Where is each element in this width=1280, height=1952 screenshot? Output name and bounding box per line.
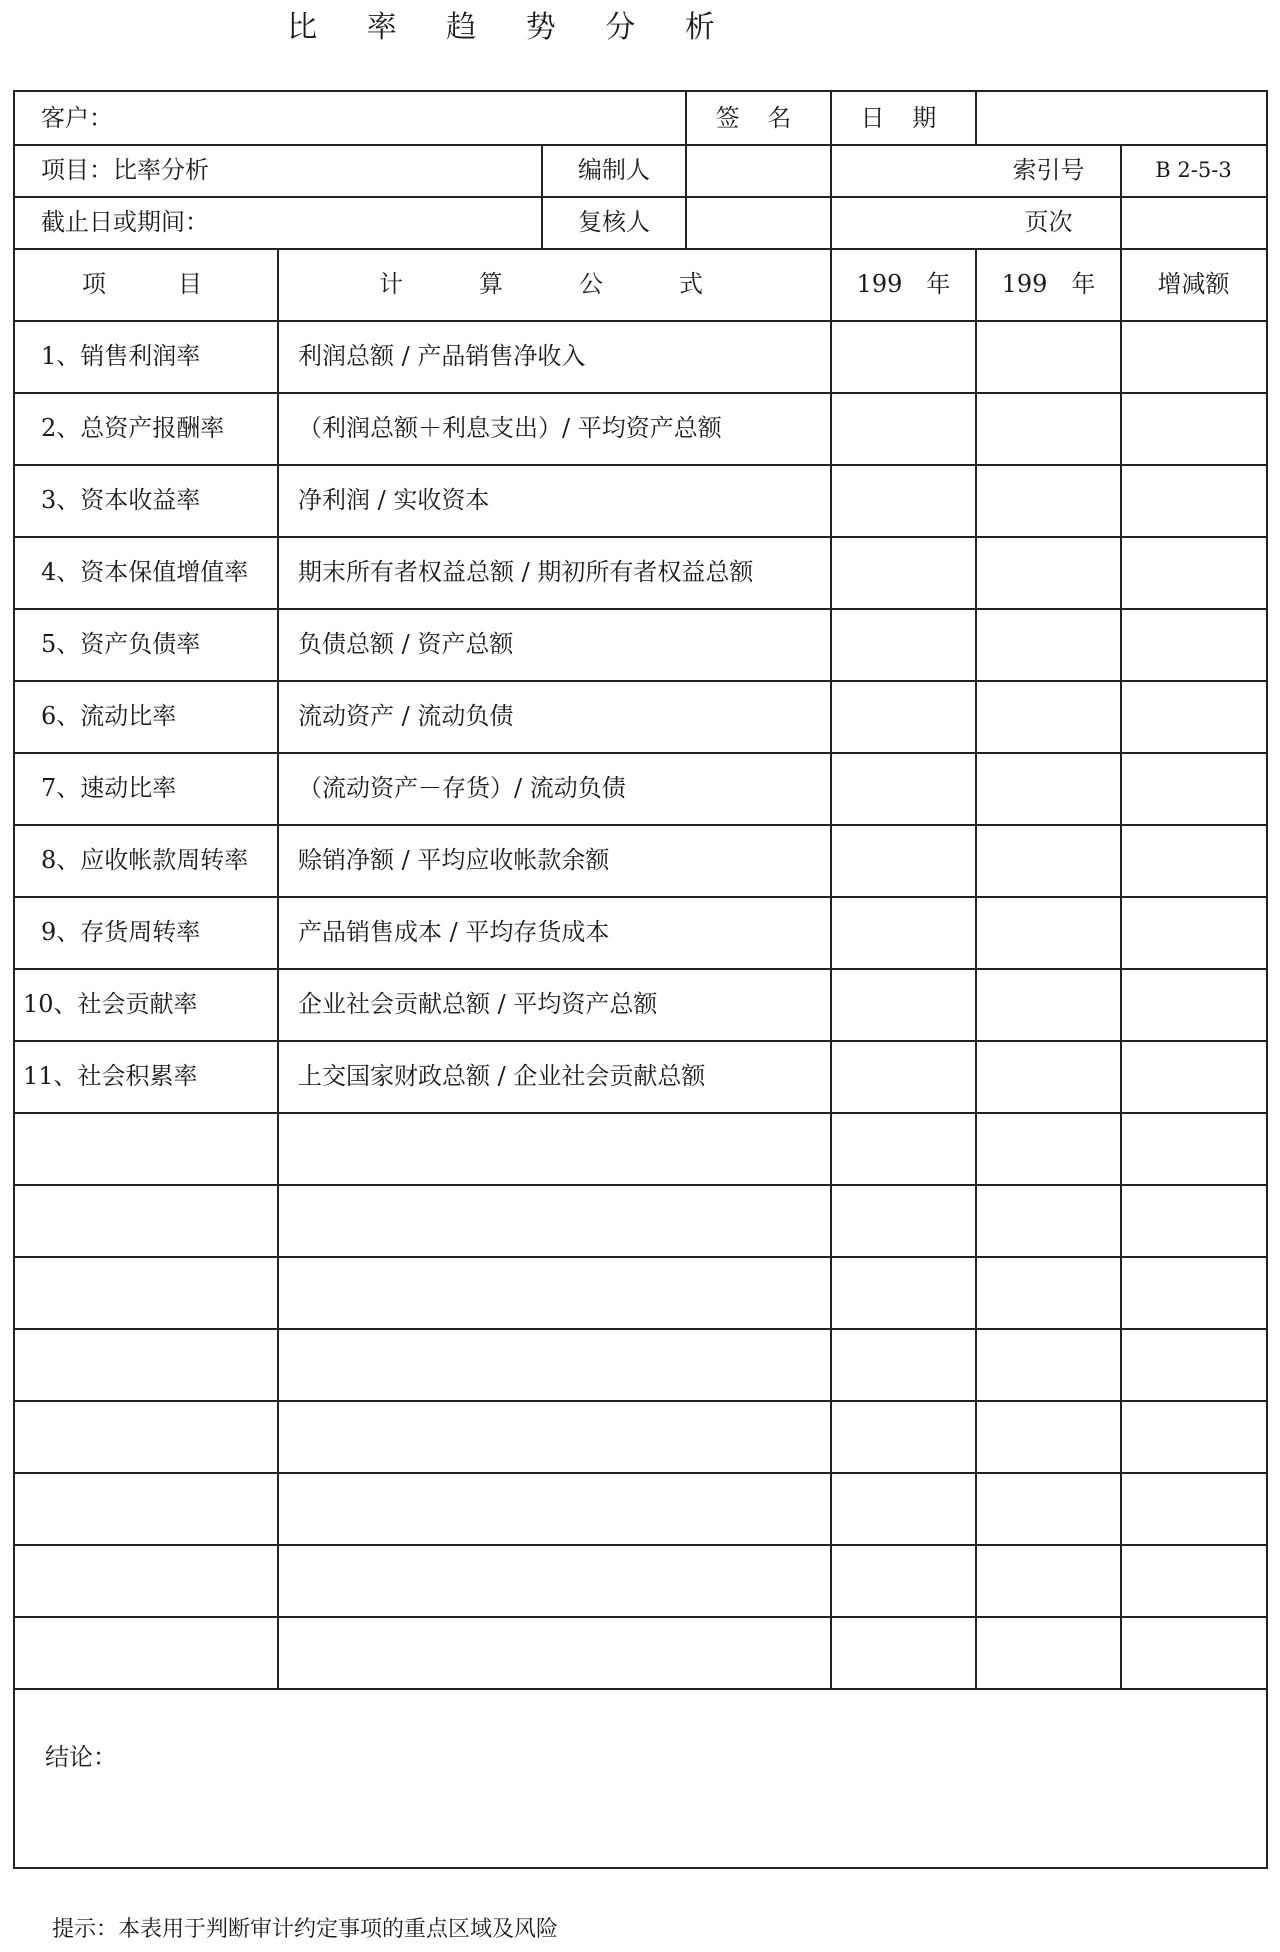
column-header-item: 项 目	[82, 270, 210, 298]
ratio-formula: 赊销净额 / 平均应收帐款余额	[298, 846, 610, 874]
client-label: 客户：	[41, 104, 113, 132]
ratio-formula: 期末所有者权益总额 / 期初所有者权益总额	[298, 558, 754, 586]
ratio-formula: （利润总额＋利息支出）/ 平均资产总额	[298, 414, 722, 442]
ratio-analysis-form	[13, 90, 1268, 1869]
divider	[15, 1400, 1266, 1402]
ratio-item: 9、存货周转率	[41, 918, 201, 946]
divider	[15, 1616, 1266, 1618]
divider	[15, 1112, 1266, 1114]
ratio-item: 1、销售利润率	[41, 342, 201, 370]
divider	[1120, 248, 1122, 1688]
project-label: 项目：比率分析	[41, 156, 209, 184]
divider	[15, 1256, 1266, 1258]
column-header-year-2: 199 年	[1001, 270, 1096, 298]
page-title: 比 率 趋 势 分 析	[287, 10, 735, 45]
ratio-formula: 企业社会贡献总额 / 平均资产总额	[298, 990, 658, 1018]
divider	[15, 1688, 1266, 1690]
ratio-item: 7、速动比率	[41, 774, 177, 802]
ratio-formula: （流动资产－存货）/ 流动负债	[298, 774, 626, 802]
period-label: 截止日或期间：	[41, 208, 209, 236]
ratio-item: 4、资本保值增值率	[41, 558, 249, 586]
ratio-item: 3、资本收益率	[41, 486, 201, 514]
ratio-item: 2、总资产报酬率	[41, 414, 225, 442]
ratio-formula: 流动资产 / 流动负债	[298, 702, 514, 730]
ratio-formula: 产品销售成本 / 平均存货成本	[298, 918, 610, 946]
column-header-formula: 计 算 公 式	[379, 270, 729, 298]
ratio-formula: 利润总额 / 产品销售净收入	[298, 342, 586, 370]
divider	[15, 1544, 1266, 1546]
ratio-formula: 负债总额 / 资产总额	[298, 630, 514, 658]
index-value: B 2-5-3	[1155, 157, 1232, 182]
footer-note: 提示：本表用于判断审计约定事项的重点区域及风险	[52, 1917, 559, 1942]
column-header-year-1: 199 年	[856, 270, 951, 298]
sign-label: 签 名	[715, 104, 802, 132]
ratio-formula: 净利润 / 实收资本	[298, 486, 490, 514]
reviewer-label: 复核人	[578, 208, 650, 236]
ratio-item: 10、社会贡献率	[23, 990, 198, 1018]
divider	[975, 248, 977, 1688]
divider	[15, 1328, 1266, 1330]
ratio-item: 11、社会积累率	[23, 1062, 198, 1090]
column-header-change: 增减额	[1157, 270, 1230, 298]
preparer-label: 编制人	[578, 156, 650, 184]
divider	[15, 1472, 1266, 1474]
ratio-item: 6、流动比率	[41, 702, 177, 730]
ratio-item: 8、应收帐款周转率	[41, 846, 249, 874]
divider	[830, 248, 832, 1688]
conclusion-label: 结论：	[45, 1743, 117, 1771]
divider	[277, 248, 279, 1688]
page-number-label: 页次	[1024, 208, 1073, 236]
date-label: 日 期	[860, 104, 947, 132]
ratio-formula: 上交国家财政总额 / 企业社会贡献总额	[298, 1062, 706, 1090]
index-label: 索引号	[1012, 156, 1085, 184]
divider	[15, 1184, 1266, 1186]
ratio-item: 5、资产负债率	[41, 630, 201, 658]
